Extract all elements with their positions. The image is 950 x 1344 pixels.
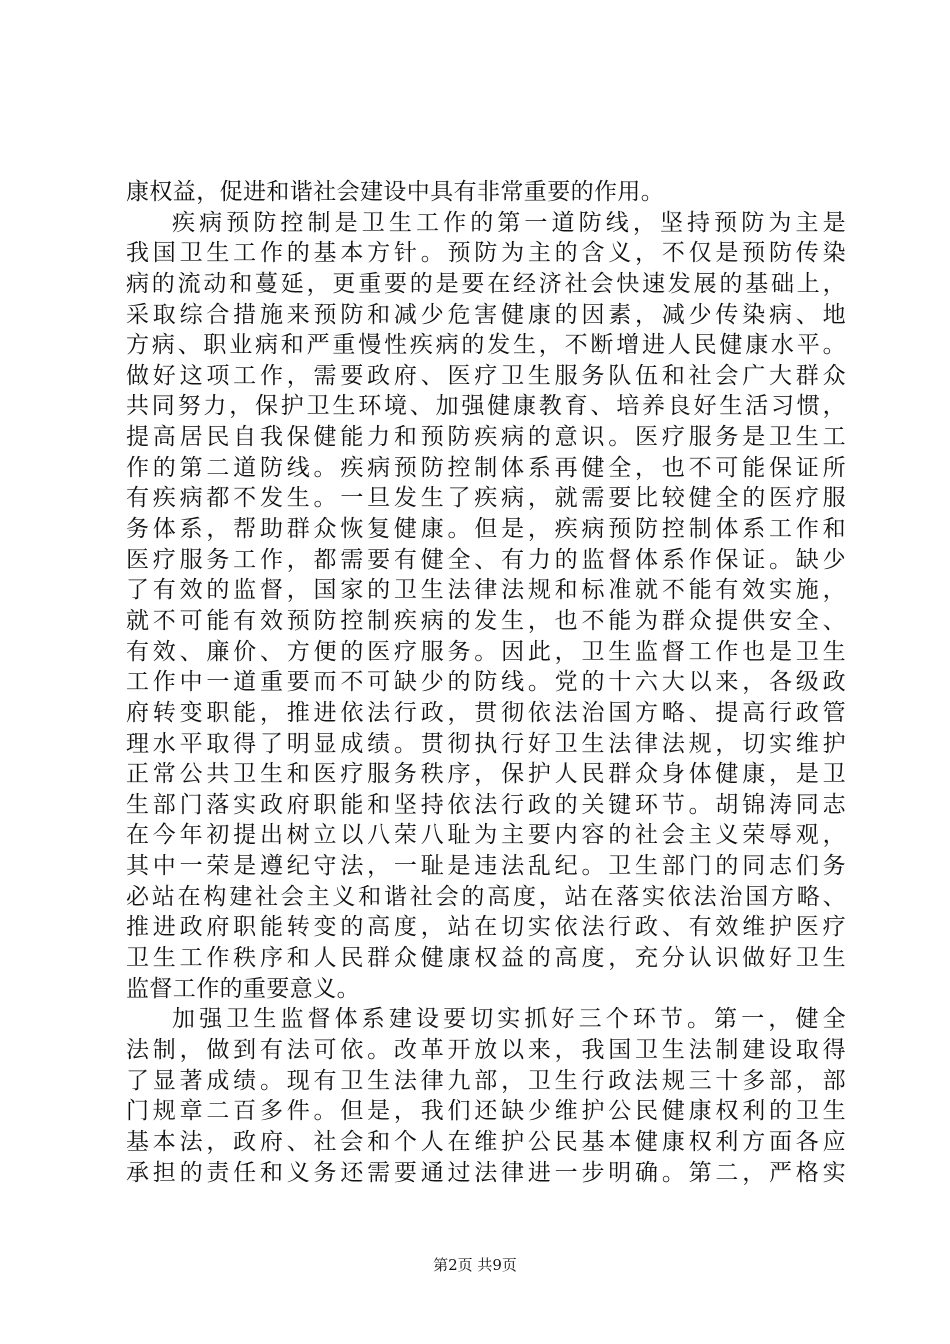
- text-line: 共同努力，保护卫生环境、加强健康教育、培养良好生活习惯，: [126, 393, 846, 420]
- text-line: 推进政府职能转变的高度，站在切实依法行政、有效维护医疗: [126, 914, 846, 941]
- paragraph-first-line: 加强卫生监督体系建设要切实抓好三个环节。第一，健全: [172, 1006, 846, 1033]
- page-footer: [0, 1255, 950, 1275]
- text-line: 卫生工作秩序和人民群众健康权益的高度，充分认识做好卫生: [126, 945, 846, 972]
- text-line: 作的第二道防线。疾病预防控制体系再健全，也不可能保证所: [126, 454, 846, 481]
- text-line: 就不可能有效预防控制疾病的发生，也不能为群众提供安全、: [126, 607, 846, 634]
- paragraph-last-line: 监督工作的重要意义。: [126, 975, 360, 1002]
- text-line: 有效、廉价、方便的医疗服务。因此，卫生监督工作也是卫生: [126, 638, 846, 665]
- text-line: 有疾病都不发生。一旦发生了疾病，就需要比较健全的医疗服: [126, 485, 846, 512]
- page-number-label: 第2页 共9页: [433, 1256, 517, 1274]
- text-line: 采取综合措施来预防和减少危害健康的因素，减少传染病、地: [126, 301, 846, 328]
- text-line: 基本法，政府、社会和个人在维护公民基本健康权利方面各应: [126, 1128, 846, 1155]
- text-line: 法制，做到有法可依。改革开放以来，我国卫生法制建设取得: [126, 1036, 846, 1063]
- text-line: 我国卫生工作的基本方针。预防为主的含义，不仅是预防传染: [126, 240, 846, 267]
- body-text: [126, 177, 846, 1188]
- text-line: 在今年初提出树立以八荣八耻为主要内容的社会主义荣辱观，: [126, 822, 846, 849]
- text-line: 府转变职能，推进依法行政，贯彻依法治国方略、提高行政管: [126, 699, 846, 726]
- text-line: 了有效的监督，国家的卫生法律法规和标准就不能有效实施，: [126, 577, 846, 604]
- text-line: 做好这项工作，需要政府、医疗卫生服务队伍和社会广大群众: [126, 362, 846, 389]
- text-line: 务体系，帮助群众恢复健康。但是，疾病预防控制体系工作和: [126, 516, 846, 543]
- text-line: 门规章二百多件。但是，我们还缺少维护公民健康权利的卫生: [126, 1098, 846, 1125]
- text-line: 了显著成绩。现有卫生法律九部，卫生行政法规三十多部，部: [126, 1067, 846, 1094]
- text-line: 生部门落实政府职能和坚持依法行政的关键环节。胡锦涛同志: [126, 791, 846, 818]
- text-line: 康权益，促进和谐社会建设中具有非常重要的作用。: [126, 179, 665, 205]
- text-line: 必站在构建社会主义和谐社会的高度，站在落实依法治国方略、: [126, 883, 846, 910]
- text-line: 病的流动和蔓延，更重要的是要在经济社会快速发展的基础上，: [126, 270, 846, 297]
- text-line: 正常公共卫生和医疗服务秩序，保护人民群众身体健康，是卫: [126, 761, 846, 788]
- text-line: 承担的责任和义务还需要通过法律进一步明确。第二，严格实: [126, 1159, 846, 1186]
- text-line: 提高居民自我保健能力和预防疾病的意识。医疗服务是卫生工: [126, 424, 846, 451]
- paragraph-first-line: 疾病预防控制是卫生工作的第一道防线，坚持预防为主是: [172, 209, 846, 236]
- text-line: 方病、职业病和严重慢性疾病的发生，不断增进人民健康水平。: [126, 332, 846, 359]
- text-line: 工作中一道重要而不可缺少的防线。党的十六大以来，各级政: [126, 669, 846, 696]
- text-line: 理水平取得了明显成绩。贯彻执行好卫生法律法规，切实维护: [126, 730, 846, 757]
- text-line: 其中一荣是遵纪守法，一耻是违法乱纪。卫生部门的同志们务: [126, 853, 846, 880]
- text-line: 医疗服务工作，都需要有健全、有力的监督体系作保证。缺少: [126, 546, 846, 573]
